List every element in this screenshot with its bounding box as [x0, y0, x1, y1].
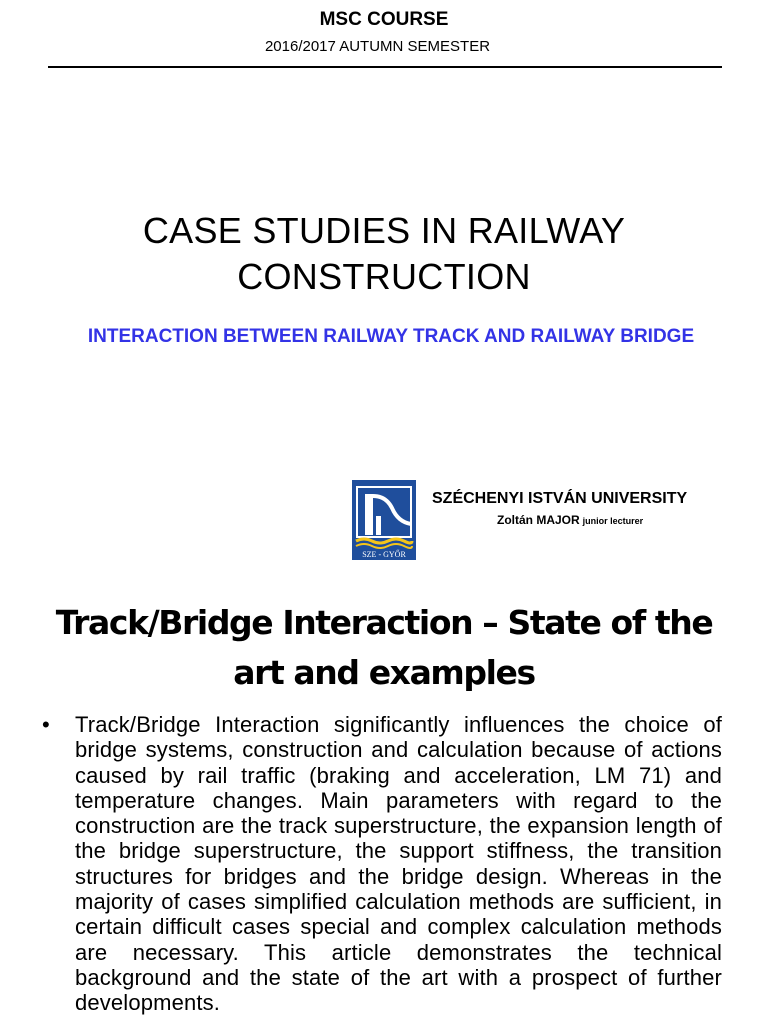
lecturer-credit — [497, 512, 643, 529]
course-subtitle: INTERACTION BETWEEN RAILWAY TRACK AND RAILWAY BRIDGE — [87, 326, 695, 347]
slide-title-line-2: art and examples — [233, 653, 535, 692]
logo-caption: SZE - GYŐR — [362, 550, 406, 559]
list-item — [42, 712, 722, 1016]
course-label: MSC COURSE — [319, 9, 449, 30]
course-title-line-1: CASE STUDIES IN RAILWAY — [142, 210, 626, 251]
slide-title-line-1: Track/Bridge Interaction – State of the — [55, 603, 713, 642]
university-name: SZÉCHENYI ISTVÁN UNIVERSITY — [432, 490, 688, 507]
slide-title — [0, 598, 768, 698]
bullet-marker: • — [42, 712, 50, 737]
lecturer-role: junior lecturer — [582, 516, 644, 526]
course-title — [0, 208, 768, 300]
bullet-list — [42, 712, 722, 1016]
bullet-text: Track/Bridge Interaction significantly influences the choice of bridge systems, construction and calculation because of actions caused by rail traffic (braking and acceleration, LM 71) and temperature changes. Main parameters with regard to the construction are the track superstructure, the expansion length of the bridge superstructure, the support stiffness, the transition structures for bridges and the bridge design. Whereas in the majority of cases simplified calculation methods are sufficient, in certain difficult cases special and complex calculation methods are necessary. This article demonstrates the technical background and the state of the art with a prospect of further developments. — [75, 712, 722, 1016]
course-title-line-2: CONSTRUCTION — [237, 256, 531, 297]
semester-label: 2016/2017 AUTUMN SEMESTER — [264, 38, 491, 55]
university-logo-icon — [352, 480, 416, 560]
header-divider — [48, 66, 722, 68]
lecturer-name: Zoltán MAJOR — [497, 513, 580, 527]
